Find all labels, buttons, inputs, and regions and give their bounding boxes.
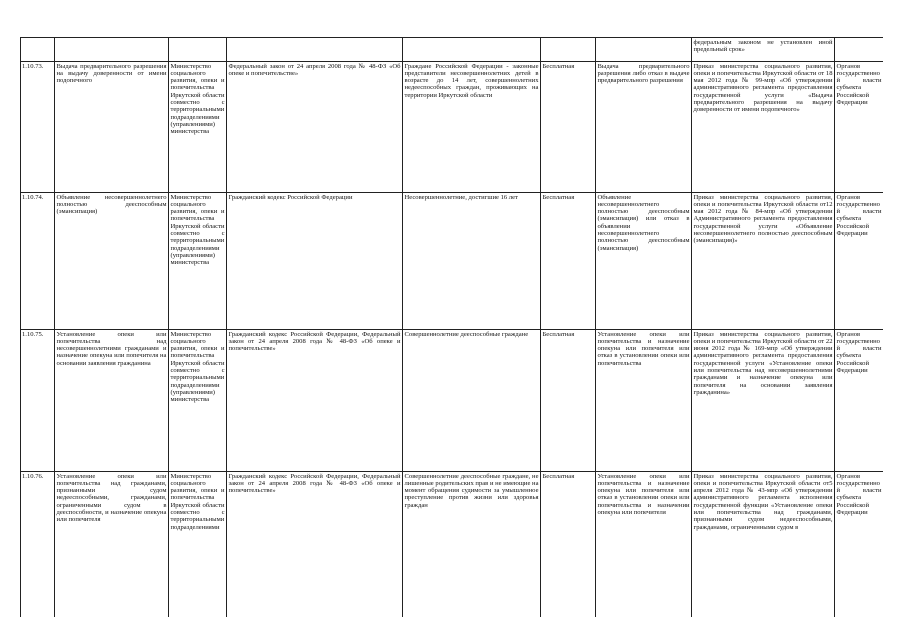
cell-authority: Органов государственной власти субъекта Российской Федерации: [835, 330, 884, 472]
cell-result: Установление опеки или попечительства и назначение опекуна или попечителя или отказ в установлении опеки или попечительства и назначении опекуна или попечителя: [596, 472, 692, 618]
cell-legal-basis: Гражданский кодекс Российской Федерации, Федеральный закон от 24 апреля 2008 года № 48-ФЗ «Об опеке и попечительстве»: [227, 330, 403, 472]
cell-executor: Министерство социального развития, опеки и попечительства Иркутской области совместно с территориальными подразделениями (управлениями) министерства: [169, 62, 227, 193]
cell-cost: [541, 38, 596, 62]
cell-authority: [835, 38, 884, 62]
cell-code: [21, 38, 55, 62]
cell-result: [596, 38, 692, 62]
cell-legal-basis: [227, 38, 403, 62]
cell-cost: Бесплатная: [541, 62, 596, 193]
cell-cost: Бесплатная: [541, 193, 596, 330]
table-row: [21, 193, 884, 330]
cell-executor: [169, 38, 227, 62]
cell-authority: Органов государственной власти субъекта Российской Федерации: [835, 62, 884, 193]
cell-regulation: федеральным законом не установлен иной предельный срок»: [692, 38, 835, 62]
cell-executor: Министерство социального развития, опеки и попечительства Иркутской области совместно с территориальными подразделениями (управлениями) министерства: [169, 330, 227, 472]
cell-regulation: Приказ министерства социального развития, опеки и попечительства Иркутской области от 18 мая 2012 года № 99-мпр «Об утверждении административного регламента предоставления государственной услуги «Выдача предварительного разрешения на выдачу доверенности от имени подопечного»: [692, 62, 835, 193]
cell-regulation: Приказ министерства социального развития, опеки и попечительства Иркутской области от12 мая 2012 года № 84-мпр «Об утверждении Административного регламента предоставления государственной услуги «Объявление несовершеннолетнего полностью дееспособным (эмансипация)»: [692, 193, 835, 330]
services-table: [20, 37, 883, 617]
cell-service: Установление опеки или попечительства над гражданами, признанными судом недееспособными, гражданами, ограниченными судом в дееспособности, и назначение опекуна или попечителя: [55, 472, 169, 618]
cell-regulation: Приказ министерства социального развития, опеки и попечительства Иркутской области от5 апреля 2012 года № 43-мпр «Об утверждении административного регламента исполнения государственной функции «Установление опеки или попечительства над гражданами, признанными судом недееспособными, гражданами, ограниченными судом в: [692, 472, 835, 618]
cell-result: Установление опеки или попечительства и назначение опекуна или попечителя или отказ в установлении опеки или попечительства: [596, 330, 692, 472]
cell-code: 1.10.75.: [21, 330, 55, 472]
cell-cost: Бесплатная: [541, 330, 596, 472]
cell-regulation: Приказ министерства социального развития, опеки и попечительства Иркутской области от 22 июня 2012 года № 169-мпр «Об утверждении административного регламента предоставления государственной услуги «Установление опеки или попечительства над несовершеннолетними гражданами и назначение опекуна или попечителя на основании заявления гражданина»: [692, 330, 835, 472]
table-row: [21, 38, 884, 62]
cell-cost: Бесплатная: [541, 472, 596, 618]
document-page: [20, 37, 883, 617]
cell-authority: Органов государственной власти субъекта Российской Федерации: [835, 472, 884, 618]
cell-executor: Министерство социального развития, опеки и попечительства Иркутской области совместно с территориальными подразделениями (управлениями) министерства: [169, 193, 227, 330]
cell-result: Выдача предварительного разрешения либо отказ в выдаче предварительного разрешения: [596, 62, 692, 193]
cell-service: Объявление несовершеннолетнего полностью дееспособным (эмансипация): [55, 193, 169, 330]
cell-recipients: Совершеннолетние дееспособные граждане, не лишенные родительских прав и не имеющие на момент обращения судимости за умышленное преступление против жизни или здоровья граждан: [403, 472, 541, 618]
cell-service: [55, 38, 169, 62]
table-row: [21, 472, 884, 618]
cell-result: Объявление несовершеннолетнего полностью дееспособным (эмансипация) или отказ в объявлении несовершеннолетнего полностью дееспособным (эмансипация): [596, 193, 692, 330]
cell-code: 1.10.74.: [21, 193, 55, 330]
cell-executor: Министерство социального развития, опеки и попечительства Иркутской области совместно с территориальными подразделениями: [169, 472, 227, 618]
cell-service: Выдача предварительного разрешения на выдачу доверенности от имени подопечного: [55, 62, 169, 193]
table-row: [21, 62, 884, 193]
cell-legal-basis: Федеральный закон от 24 апреля 2008 года № 48-ФЗ «Об опеке и попечительстве»: [227, 62, 403, 193]
cell-recipients: Граждане Российской Федерации - законные представители несовершеннолетних детей в возрасте до 14 лет, совершеннолетних недееспособных граждан, проживающих на территории Иркутской области: [403, 62, 541, 193]
cell-recipients: Совершеннолетние дееспособные граждане: [403, 330, 541, 472]
cell-code: 1.10.73.: [21, 62, 55, 193]
cell-service: Установление опеки или попечительства над несовершеннолетними гражданами и назначение опекуна или попечителя на основании заявления гражданина: [55, 330, 169, 472]
cell-recipients: Несовершеннолетние, достигшие 16 лет: [403, 193, 541, 330]
cell-legal-basis: Гражданский кодекс Российской Федерации, Федеральный закон от 24 апреля 2008 года № 48-ФЗ «Об опеке и попечительстве»: [227, 472, 403, 618]
cell-legal-basis: Гражданский кодекс Российской Федерации: [227, 193, 403, 330]
cell-authority: Органов государственной власти субъекта Российской Федерации: [835, 193, 884, 330]
table-row: [21, 330, 884, 472]
cell-code: 1.10.76.: [21, 472, 55, 618]
cell-recipients: [403, 38, 541, 62]
